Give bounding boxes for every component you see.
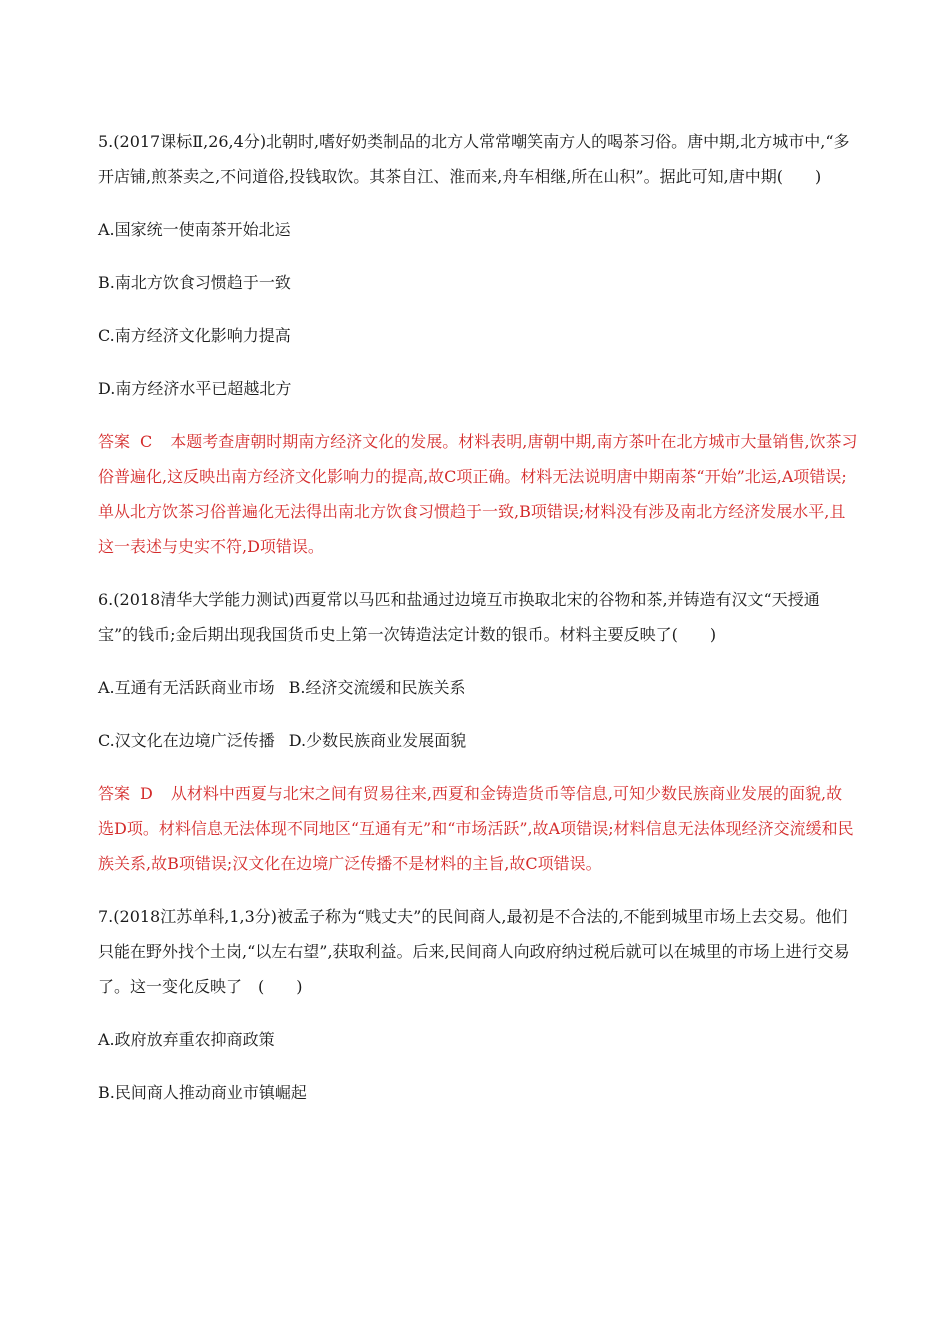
answer-block [98, 776, 858, 881]
option-a: A.互通有无活跃商业市场 [98, 678, 275, 697]
option-row-ab [98, 670, 858, 705]
question-stem: 7.(2018江苏单科,1,3分)被孟子称为“贱丈夫”的民间商人,最初是不合法的,不能到城里市场上去交易。他们只能在野外找个土岗,“以左右望”,获取利益。后来,民间商人向政府纳过税后就可以在城里的市场上进行交易了。这一变化反映了 ( ) [98, 907, 850, 996]
answer-explanation: 本题考查唐朝时期南方经济文化的发展。材料表明,唐朝中期,南方茶叶在北方城市大量销售,饮茶习俗普遍化,这反映出南方经济文化影响力的提高,故C项正确。材料无法说明唐中期南茶“开始”北运,A项错误;单从北方饮茶习俗普遍化无法得出南北方饮食习惯趋于一致,B项错误;材料没有涉及南北方经济发展水平,且这一表述与史实不符,D项错误。 [98, 432, 858, 556]
answer-explanation: 从材料中西夏与北宋之间有贸易往来,西夏和金铸造货币等信息,可知少数民族商业发展的面貌,故选D项。材料信息无法体现不同地区“互通有无”和“市场活跃”,故A项错误;材料信息无法体现经济交流缓和民族关系,故B项错误;汉文化在边境广泛传播不是材料的主旨,故C项错误。 [98, 784, 854, 873]
question-7 [98, 899, 858, 1110]
option-a: A.国家统一使南茶开始北运 [98, 220, 291, 239]
option-row-cd [98, 723, 858, 758]
option-b: B.南北方饮食习惯趋于一致 [98, 273, 291, 292]
option-a: A.政府放弃重农抑商政策 [98, 1030, 275, 1049]
option-d: D.南方经济水平已超越北方 [98, 379, 292, 398]
answer-label: 答案 [98, 432, 131, 451]
option-b: B.经济交流缓和民族关系 [288, 678, 466, 697]
option-c: C.南方经济文化影响力提高 [98, 326, 291, 345]
question-stem: 6.(2018清华大学能力测试)西夏常以马匹和盐通过边境互市换取北宋的谷物和茶,并铸造有汉文“天授通宝”的钱币;金后期出现我国货币史上第一次铸造法定计数的银币。材料主要反映了( ) [98, 590, 820, 644]
answer-choice: D [140, 784, 153, 803]
answer-label: 答案 [98, 784, 131, 803]
answer-choice: C [140, 432, 153, 451]
question-5 [98, 124, 858, 564]
option-d: D.少数民族商业发展面貌 [288, 731, 467, 750]
option-c: C.汉文化在边境广泛传播 [98, 731, 275, 750]
option-b: B.民间商人推动商业市镇崛起 [98, 1083, 307, 1102]
question-stem: 5.(2017课标Ⅱ,26,4分)北朝时,嗜好奶类制品的北方人常常嘲笑南方人的喝茶习俗。唐中期,北方城市中,“多开店铺,煎茶卖之,不问道俗,投钱取饮。其茶自江、淮而来,舟车相继,所在山积”。据此可知,唐中期( ) [98, 132, 850, 186]
question-6 [98, 582, 858, 881]
answer-block [98, 424, 858, 564]
